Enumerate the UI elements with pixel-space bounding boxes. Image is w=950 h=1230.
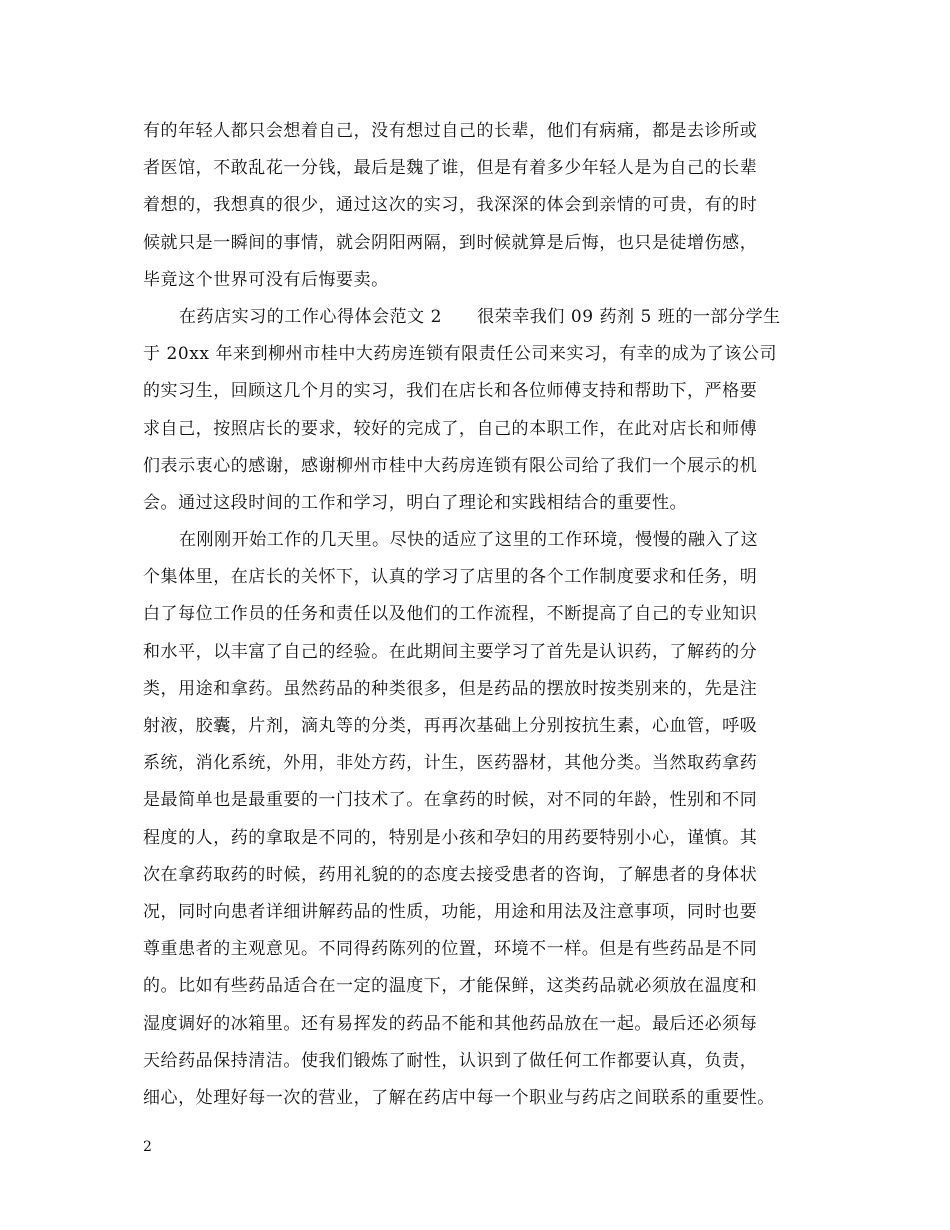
text-line: 着想的，我想真的很少，通过这次的实习，我深深的体会到亲情的可贵，有的时 [143,195,758,216]
text-line: 类，用途和拿药。虽然药品的种类很多，但是药品的摆放时按类别来的，先是注 [143,678,758,699]
text-line: 湿度调好的冰箱里。还有易挥发的药品不能和其他药品放在一起。最后还必须每 [143,1013,758,1034]
text-line: 的实习生，回顾这几个月的实习，我们在店长和各位师傅支持和帮助下，严格要 [143,381,758,402]
text-line: 白了每位工作员的任务和责任以及他们的工作流程，不断提高了自己的专业知识 [143,604,758,625]
text-line: 会。通过这段时间的工作和学习，明白了理论和实践相结合的重要性。 [143,492,688,513]
text-line: 是最简单也是最重要的一门技术了。在拿药的时候，对不同的年龄，性别和不同 [143,790,758,811]
text-line: 们表示衷心的感谢，感谢柳州市桂中大药房连锁有限公司给了我们一个展示的机 [143,455,758,476]
text-line: 和水平，以丰富了自己的经验。在此期间主要学习了首先是认识药，了解药的分 [143,641,758,662]
text-line: 的。比如有些药品适合在一定的温度下，才能保鲜，这类药品就必须放在温度和 [143,976,758,997]
text-line: 射液，胶囊，片剂，滴丸等的分类，再再次基础上分别按抗生素，心血管，呼吸 [143,716,758,736]
text-line: 在药店实习的工作心得体会范文 2 很荣幸我们 09 药剂 5 班的一部分学生 [179,306,781,327]
text-line: 个集体里，在店长的关怀下，认真的学习了店里的各个工作制度要求和任务，明 [143,567,758,588]
text-line: 系统，消化系统，外用，非处方药，计生，医药器材，其他分类。当然取药拿药 [143,753,758,774]
text-line: 于 20xx 年来到柳州市桂中大药房连锁有限责任公司来实习，有幸的成为了该公司 [143,344,778,365]
text-line: 程度的人，药的拿取是不同的，特别是小孩和孕妇的用药要特别小心，谨慎。其 [143,827,758,848]
text-line: 有的年轻人都只会想着自己，没有想过自己的长辈，他们有病痛，都是去诊所或 [143,121,758,141]
text-line: 在刚刚开始工作的几天里。尽快的适应了这里的工作环境，慢慢的融入了这 [179,530,759,551]
page-number: 2 [143,1139,152,1155]
text-line: 者医馆，不敢乱花一分钱，最后是魏了谁，但是有着多少年轻人是为自己的长辈 [143,158,758,179]
text-line: 尊重患者的主观意见。不同得药陈列的位置，环境不一样。但是有些药品是不同 [143,939,758,960]
text-line: 天给药品保持清洁。使我们锻炼了耐性，认识到了做任何工作都要认真，负责， [143,1050,758,1071]
text-line: 细心，处理好每一次的营业，了解在药店中每一个职业与药店之间联系的重要性。 [143,1087,775,1108]
document-body [143,113,823,1117]
text-line: 况，同时向患者详细讲解药品的性质，功能，用途和用法及注意事项，同时也要 [143,901,758,922]
text-line: 次在拿药取药的时候，药用礼貌的的态度去接受患者的咨询，了解患者的身体状 [143,864,758,885]
text-line: 求自己，按照店长的要求，较好的完成了，自己的本职工作，在此对店长和师傅 [143,418,758,439]
text-line: 候就只是一瞬间的事情，就会阴阳两隔，到时候就算是后悔，也只是徒增伤感， [143,232,758,253]
text-line: 毕竟这个世界可没有后悔要卖。 [143,269,389,290]
